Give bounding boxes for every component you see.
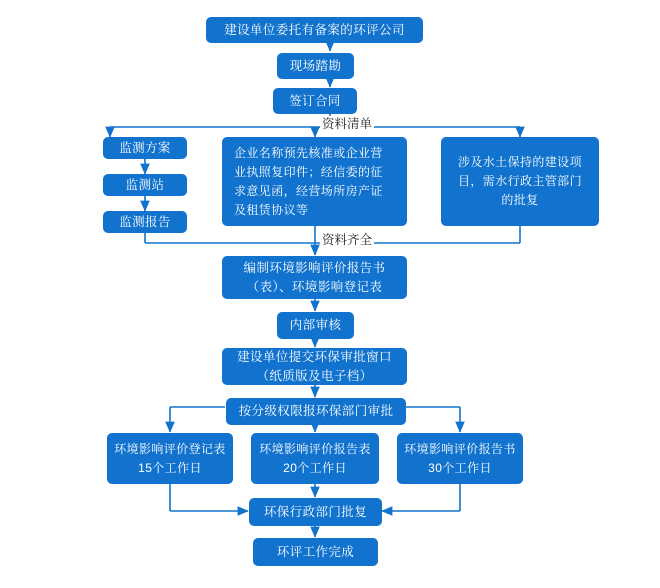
node-water-conservation-approval[interactable]: 涉及水土保持的建设项目，需水行政主管部门的批复 <box>441 137 599 226</box>
node-site-survey[interactable]: 现场踏勘 <box>277 53 354 79</box>
edge-label-documents-complete: 资料齐全 <box>322 233 373 247</box>
node-company-documents[interactable]: 企业名称预先核准或企业营业执照复印件；经信委的征求意见函，经营场所房产证及租赁协议等 <box>222 137 407 226</box>
node-commission-eia-company[interactable]: 建设单位委托有备案的环评公司 <box>206 17 423 43</box>
node-monitoring-report[interactable]: 监测报告 <box>103 211 187 233</box>
node-tiered-approval[interactable]: 按分级权限报环保部门审批 <box>226 398 406 425</box>
node-monitoring-station[interactable]: 监测站 <box>103 174 187 196</box>
node-registration-15-days[interactable]: 环境影响评价登记表15个工作日 <box>107 433 233 484</box>
node-environmental-authority-approval[interactable]: 环保行政部门批复 <box>249 498 382 526</box>
node-monitoring-plan[interactable]: 监测方案 <box>103 137 187 159</box>
node-sign-contract[interactable]: 签订合同 <box>273 88 357 114</box>
node-report-form-20-days[interactable]: 环境影响评价报告表20个工作日 <box>251 433 379 484</box>
node-eia-work-complete[interactable]: 环评工作完成 <box>253 538 378 566</box>
node-report-book-30-days[interactable]: 环境影响评价报告书30个工作日 <box>397 433 523 484</box>
node-submit-to-window[interactable]: 建设单位提交环保审批窗口（纸质版及电子档） <box>222 348 407 385</box>
node-internal-review[interactable]: 内部审核 <box>277 312 354 339</box>
edge-label-document-list: 资料清单 <box>322 117 373 131</box>
node-prepare-eia-report[interactable]: 编制环境影响评价报告书（表）、环境影响登记表 <box>222 256 407 299</box>
